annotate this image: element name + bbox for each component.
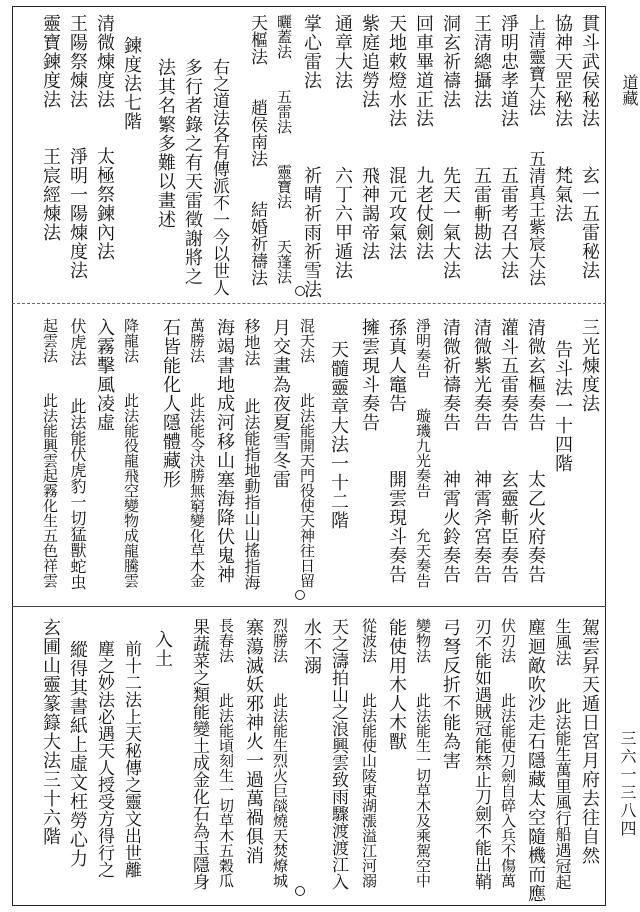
text-column: 水不溺 <box>301 618 322 675</box>
text-column: 清微煉度法 太極祭鍊內法 <box>94 14 115 261</box>
text-column: 曬蓋法 五雷法 靈寶法 天蓬法 <box>275 14 293 284</box>
text-column: 洞玄祈禱法 先天一氣大法 <box>440 14 461 280</box>
text-column: 生風法 此法能生萬里風行船遇冠起 <box>553 618 572 890</box>
text-column: 灌斗五雷奏告 玄靈斬臣奏告 <box>498 318 519 584</box>
text-column: 告斗法一十四階 <box>552 340 573 473</box>
text-column: 伏刃法 此法能使刀劍自碎入兵不傷萬 <box>499 618 517 888</box>
text-column: 孫真人竈告 開雲現斗奏告 <box>386 318 407 584</box>
text-column: 長春法 此法能頃刻生一切草木五穀瓜 <box>217 618 235 888</box>
text-column: 刃不能如遇賊冠能禁止刀劍不能出鞘 <box>471 618 491 890</box>
text-column: 王陽祭煉法 淨明一陽煉度法 <box>67 14 88 280</box>
text-column: 塵迴敵吹沙走石隱藏太空隨機而應 <box>525 618 546 903</box>
text-column: 玄圃山靈篆籙大法三十六階 <box>40 618 61 846</box>
text-column: 貫斗武侯秘法 玄一五雷秘法 <box>579 14 600 280</box>
text-column: 回車畢道正法 九老仗劍法 <box>413 14 434 261</box>
text-column: 紫庭追勞法 飛神謁帝法 <box>359 14 380 261</box>
text-column: 掌心雷法 祈晴祈雨祈雪法 <box>301 14 322 299</box>
text-column: 協神天罡秘法 梵氣法 <box>552 14 573 223</box>
text-column: 鍊度法七階 <box>121 36 142 131</box>
text-column: 多行者錄之有天雷徵謝將之 <box>182 58 203 286</box>
text-column: 塵之妙法必遇天人授受方得行之 <box>94 640 114 878</box>
text-column: 從波法 此法能使山陵東湖漲溢江河溺 <box>360 618 378 888</box>
text-column: 天髓靈章大法一十二階 <box>328 340 349 530</box>
text-column: 駕雲昇天遁日宮月府去往自然 <box>579 618 600 865</box>
text-column: 清微祈禱奏告 神霄火鈴奏告 <box>440 318 461 584</box>
text-column: 擁雲現斗奏告 <box>359 318 380 432</box>
text-column: 海竭書地成河移山塞海降伏鬼神 <box>214 318 235 584</box>
text-column: 混天法 此法能開天門役使天神往日留 <box>298 318 316 588</box>
text-column: 縱得其書紙上虛文枉勞心力 <box>67 640 88 868</box>
text-column: 烈勝法 此法能生烈火巨燄燒天焚燎城 <box>271 618 289 888</box>
text-column: 天地敕燈水法 混元攻氣法 <box>386 14 407 261</box>
section-divider <box>12 606 606 607</box>
text-column: 淨明奏告 璇璣九光奏告 允天奏告 <box>414 318 432 588</box>
collection-title: 道藏 <box>620 74 639 106</box>
text-column: 入土 <box>152 630 173 668</box>
text-column: 三光煉度法 <box>579 318 600 413</box>
text-column: 移地法 此法能指地動指山山搖指海 <box>242 318 261 590</box>
text-column: 伏虎法 此法能伏虎豹一切猛獸蛇虫 <box>68 318 87 590</box>
text-column: 淨明忠孝道法 五雷考召大法 <box>498 14 519 280</box>
text-column: 寨蕩滅妖邪神火一過萬禍俱消 <box>243 618 264 865</box>
text-column: 降龍法 此法能役龍飛空變物成龍騰雲 <box>122 318 140 588</box>
section-circle-marker <box>295 590 305 600</box>
text-column: 石皆能化人隱體藏形 <box>160 318 181 489</box>
text-column: 萬勝法 此法能令決勝無窮變化草木金 <box>188 318 206 588</box>
text-column: 入霧擊風凌虛 <box>94 318 115 432</box>
text-column: 能使用木人木獸 <box>386 618 407 751</box>
text-column: 王清總攝法 五雷斬勘法 <box>471 14 492 261</box>
text-column: 法其名繁多難以畫述 <box>155 58 176 229</box>
text-column: 通章大法 六丁六甲遁法 <box>332 14 353 280</box>
text-column: 月交畫為夜夏雪冬雷 <box>270 318 291 489</box>
text-column: 前十二法上天秘傳之靈文出世離 <box>121 640 141 878</box>
text-column: 上清靈寶大法 五清真王紫宸大法 <box>525 14 545 286</box>
text-column: 弓弩反折不能為害 <box>440 618 461 770</box>
text-column: 果蔬菜之類能變土成金化石為玉隱身 <box>189 618 209 890</box>
text-column: 天之濤拍山之浪興雲致雨驟渡渡江入 <box>328 618 348 890</box>
text-column: 變物法 此法能生一切草木及乘駕空中 <box>414 618 432 888</box>
section-circle-marker <box>295 886 305 896</box>
text-column: 右之道法各有傳派不一今以世人 <box>209 58 229 296</box>
text-column: 天樞法 趙侯南法 結婚祈禱法 <box>247 14 267 286</box>
text-column: 清微玄樞奏告 太乙火府奏告 <box>525 318 546 584</box>
section-divider <box>12 303 606 304</box>
text-column: 清微紫光奏告 神霄斧宮奏告 <box>471 318 492 584</box>
page-reference: 三六一三八四 <box>618 730 637 838</box>
text-column: 起雲法 此法能興雲起霧化生五色祥雲 <box>41 318 59 588</box>
text-column: 靈寶鍊度法 王宸經煉法 <box>40 14 61 242</box>
